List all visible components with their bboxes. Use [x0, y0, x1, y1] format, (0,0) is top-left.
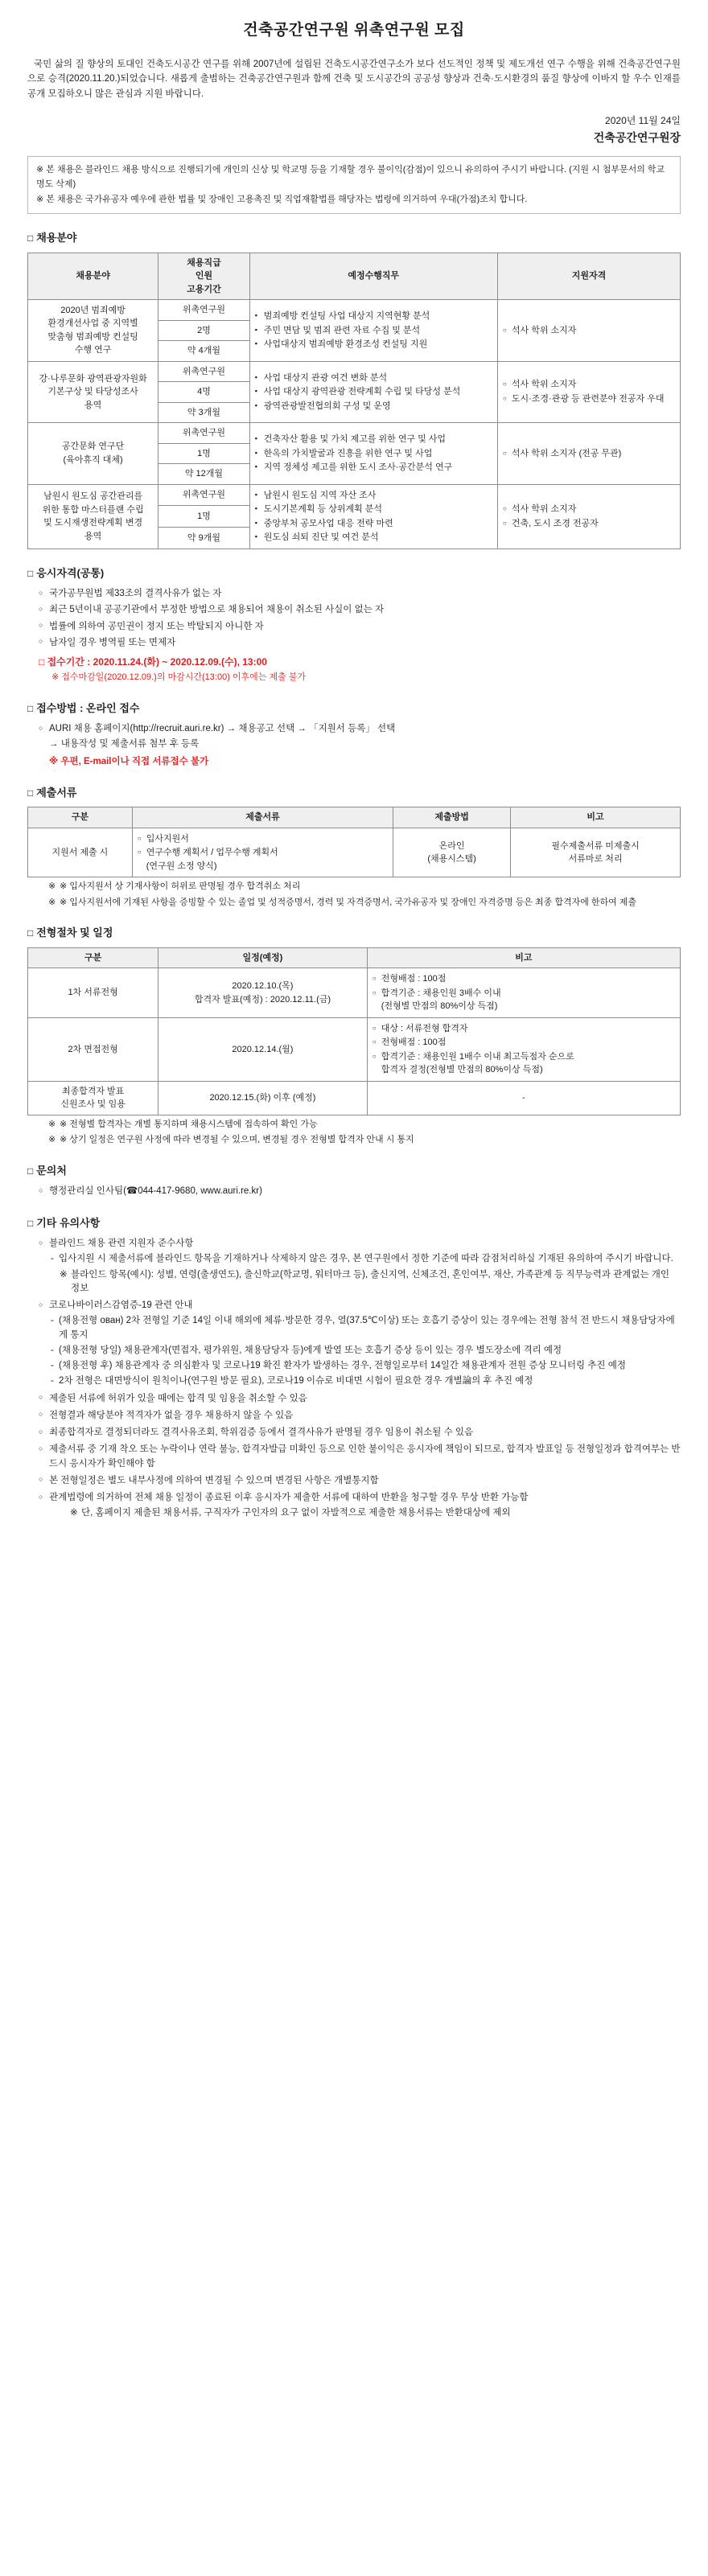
- field-name: 2020년 범죄예방 환경개선사업 중 지역별 맞춤형 범죄예방 컨설팅 수행 연구: [28, 300, 158, 362]
- notice-line-2: ※ 본 채용은 국가유공자 예우에 관한 법률 및 장애인 고용촉진 및 직업재활법를 해당자는 법령에 의거하여 우대(가점)조치 합니다.: [36, 194, 528, 204]
- process-note: ※ ※ 상기 일정은 연구원 사정에 따라 변경될 수 있으며, 변경될 경우 전형별 합격자 안내 시 통지: [48, 1133, 681, 1147]
- employment-term: 약 3개월: [158, 402, 250, 423]
- remark-item: ○ 대상 : 서류전형 합격자: [373, 1022, 675, 1036]
- duty-item: ▪ 남원시 원도심 지역 자산 조사: [255, 489, 492, 503]
- section-heading-misc: □ 기타 유의사항: [27, 1216, 101, 1229]
- qualification-item: ○ 석사 학위 소지자: [503, 324, 675, 338]
- intro-paragraph: [27, 57, 681, 103]
- page-title: 건축공간연구원 위촉연구원 모집: [243, 22, 465, 39]
- checkbox-icon: □: [27, 927, 34, 939]
- misc-item: ○ 최종합격자로 결정되더라도 결격사유조회, 학위검증 등에서 결격사유가 판명될 경우 임용이 취소될 수 있음: [39, 1426, 681, 1440]
- table-row: [28, 423, 681, 444]
- documents-note: ※ ※ 입사지원서 상 기재사항이 허위로 판명될 경우 합격취소 처리: [48, 880, 681, 894]
- eligibility-item: ○ 최근 5년이내 공공기관에서 부정한 방법으로 채용되어 채용이 취소된 사실이 없는 자: [39, 603, 681, 617]
- notice-line-1: ※ 본 채용은 블라인드 채용 방식으로 진행되기에 개인의 신상 및 학교명 등을 기재할 경우 불이익(감점)이 있으니 유의하여 주시기 바랍니다. (지원 시 첨부문서의 학교명도 삭제): [36, 165, 665, 189]
- eligibility-item: ○ 국가공무원법 제33조의 결격사유가 없는 자: [39, 587, 681, 601]
- process-note: ※ ※ 전형별 합격자는 개별 통지하며 채용시스템에 접속하여 확인 가능: [48, 1118, 681, 1132]
- process-step: 최종합격자 발표 신원조사 및 임용: [28, 1081, 158, 1115]
- misc-subitem: - 2차 전형은 대면방식이 원칙이나(연구원 방문 필요), 코로나19 이슈로 비대면 시험이 필요한 경우 개별論의 후 추진 예정: [49, 1374, 681, 1388]
- qualification: [497, 361, 680, 423]
- misc-note: ※ 블라인드 항목(예시): 성별, 연령(출생연도), 출신학교(학교명, 워터마크 등), 출신지역, 신체조건, 혼인여부, 재산, 가족관계 등 직무능력과 관계없는 개인 정보: [60, 1268, 681, 1296]
- duty-item: ▪ 중앙부처 공모사업 대응 전략 마련: [255, 517, 492, 531]
- misc-subitem: - (채용전형 후) 채용관계자 중 의심환자 및 코로나19 확진 환자가 발생하는 경우, 전형일로부터 14일간 채용관계자 전원 증상 모니터링 추진 예정: [49, 1359, 681, 1373]
- misc-list: [27, 1237, 681, 1521]
- misc-item: ○ 관계법령에 의거하여 전체 채용 일정이 종료된 이후 응시자가 제출한 서류에 대하여 반환을 청구할 경우 무상 반환 가능함: [39, 1491, 681, 1505]
- headcount: 1명: [158, 443, 250, 464]
- col-grade-line2: 인원: [195, 271, 213, 281]
- checkbox-icon: □: [27, 1165, 34, 1177]
- application-deadline-note: ※ 접수마감일(2020.12.09.)의 마감시간(13:00) 이후에는 제출 불가: [51, 672, 307, 683]
- duties: [249, 484, 497, 548]
- blind-recruitment-notice: [27, 156, 681, 214]
- application-period: □ 접수기간 : 2020.11.24.(화) ~ 2020.12.09.(수), 13:00: [39, 656, 267, 668]
- section-heading-method: □ 접수방법 : 온라인 접수: [27, 701, 140, 714]
- documents-table: [27, 807, 681, 877]
- qualification-item: ○ 석사 학위 소지자: [503, 378, 675, 392]
- misc-subitem: - (채용전형 당일) 채용관계자(면접자, 평가위원, 채용담당자 등)에게 발열 또는 호흡기 증상 등이 있는 경우 별도장소에 격리 예정: [49, 1344, 681, 1358]
- checkbox-icon: □: [27, 702, 34, 714]
- process-schedule: 2020.12.10.(목) 합격자 발표(예정) : 2020.12.11.(금): [158, 968, 368, 1018]
- grade: 위촉연구원: [158, 423, 250, 444]
- misc-item: ○ 코로나바이러스감염증-19 관련 안내: [39, 1299, 681, 1313]
- table-row: [28, 828, 681, 877]
- duties: [249, 423, 497, 485]
- remark-item: ○ 합격기준 : 채용인원 3배수 이내 (전형별 만점의 80%이상 득점): [373, 987, 675, 1013]
- grade: 위촉연구원: [158, 361, 250, 382]
- duty-item: ▪ 범죄예방 컨설팅 사업 대상지 지역현황 분석: [255, 310, 492, 323]
- duty-item: ▪ 사업 대상지 광역관광 전략계획 수립 및 타당성 분석: [255, 385, 492, 399]
- col-duties: 예정수행직무: [249, 253, 497, 300]
- col-docs: 제출서류: [132, 807, 393, 828]
- process-schedule: 2020.12.15.(화) 이후 (예정): [158, 1081, 368, 1115]
- process-step: 2차 면접전형: [28, 1017, 158, 1081]
- qualification: [497, 484, 680, 548]
- employment-term: 약 4개월: [158, 341, 250, 362]
- apply-steps-cont: → 내용작성 및 제출서류 첨부 후 등록: [49, 739, 200, 750]
- process-step: 1차 서류전형: [28, 968, 158, 1018]
- col-remark: 비고: [511, 807, 681, 828]
- checkbox-icon: □: [27, 787, 34, 799]
- table-row: [28, 300, 681, 321]
- qualification-item: ○ 건축, 도시 조경 전공자: [503, 517, 675, 531]
- qualification-item: ○ 석사 학위 소지자: [503, 503, 675, 516]
- col-grade-line3: 고용기간: [187, 284, 221, 294]
- checkbox-icon: □: [39, 656, 45, 668]
- col-remark: 비고: [367, 947, 680, 968]
- section-heading-field: □ 채용분야: [27, 232, 77, 244]
- qualification-item: ○ 도시·조경·관광 등 관련분야 전공자 우대: [503, 392, 675, 406]
- qualification: [497, 423, 680, 485]
- col-grade-line1: 채용직급: [187, 257, 221, 268]
- intro-text: 국민 삶의 질 향상의 토대인 건축도시공간 연구를 위해 2007년에 설립된 건축도시공간연구소가 보다 선도적인 정책 및 제도개선 연구 수행을 위해 건축공간연구원으로 승격(2020.11.20.)되었습니다. 새롭게 출범하는 건축공간연구원과 함께 건축 및 도시공간의 공공성 향상과 건축·도시환경의 품질 향상에 이바지 할 우수 인재를 공개 모집하오니 많은 관심과 지원 바랍니다.: [27, 59, 681, 100]
- field-name: 공간문화 연구단 (육아휴직 대체): [28, 423, 158, 485]
- process-remark: [367, 1017, 680, 1081]
- section-heading-process: □ 전형절차 및 일정: [27, 926, 113, 939]
- employment-term: 약 9개월: [158, 528, 250, 549]
- process-remark: -: [367, 1081, 680, 1115]
- doc-list: [132, 828, 393, 877]
- duty-item: ▪ 사업대상지 범죄예방 환경조성 컨설팅 지원: [255, 338, 492, 351]
- checkbox-icon: □: [27, 232, 34, 244]
- doc-item: ○ 입사지원서: [138, 832, 388, 846]
- duty-item: ▪ 주민 면담 및 범죄 관련 자료 수집 및 분석: [255, 324, 492, 338]
- misc-item: ○ 제출서류 중 기재 착오 또는 누락이나 연락 불능, 합격자발급 미확인 등으로 인한 불이익은 응시자에 책임이 되므로, 합격자 발표일 등 전형일정과 합격여부는 반드시 응시자가 확인해야 함: [39, 1443, 681, 1471]
- misc-subitem: - 입사지원 시 제출서류에 블라인드 항목을 기재하거나 삭제하지 않은 경우, 본 연구원에서 정한 기준에 따라 감점처리하실 기재된 유의하여 주시기 바랍니다.: [49, 1252, 681, 1266]
- process-table: [27, 947, 681, 1115]
- table-row: [28, 1017, 681, 1081]
- misc-note: ※ 단, 홈페이지 제출된 채용서류, 구직자가 구인자의 요구 없이 자발적으로 제출한 채용서류는 반환대상에 제외: [70, 1506, 681, 1520]
- table-header-row: [28, 253, 681, 300]
- documents-note: ※ ※ 입사지원서에 기재된 사항을 증빙할 수 있는 졸업 및 성적증명서, 경력 및 자격증명서, 국가유공자 및 장애인 자격증명 등은 최종 합격자에 한하여 제출: [48, 896, 681, 910]
- duty-item: ▪ 광역관광발전협의회 구성 및 운영: [255, 400, 492, 413]
- headcount: 2명: [158, 320, 250, 341]
- checkbox-icon: □: [27, 567, 34, 579]
- col-qualification: 지원자격: [497, 253, 680, 300]
- table-row: [28, 361, 681, 382]
- duties: [249, 300, 497, 362]
- field-table: [27, 253, 681, 549]
- duty-item: ▪ 건축자산 활용 및 가치 제고를 위한 연구 및 사업: [255, 433, 492, 446]
- issue-date: 2020년 11월 24일: [605, 115, 681, 127]
- col-schedule: 일정(예정): [158, 947, 368, 968]
- remark-item: ○ 합격기준 : 채용인원 1배수 이내 최고득점자 순으로 합격자 결정(전형별 만점의 80%이상 득점): [373, 1050, 675, 1077]
- misc-item: ○ 전형결과 해당분야 적격자가 없을 경우 채용하지 않을 수 있음: [39, 1409, 681, 1423]
- table-row: [28, 484, 681, 506]
- table-row: [28, 1081, 681, 1115]
- duty-item: ▪ 지역 정체성 제고를 위한 도시 조사·공간분석 연구: [255, 461, 492, 475]
- misc-subitem: - (채용전형 ован) 2차 전형일 기준 14일 이내 해외에 체류·방문한 경우, 열(37.5℃이상) 또는 호흡기 증상이 있는 경우에는 전형 참석 전 반드시 채용담당자에게 통지: [49, 1314, 681, 1342]
- remark-item: ○ 전형배점 : 100점: [373, 972, 675, 986]
- col-field: 채용분야: [28, 253, 158, 300]
- issuing-organization: 건축공간연구원장: [593, 131, 681, 145]
- qualification: [497, 300, 680, 362]
- duty-item: ▪ 도시기본계획 등 상위계획 분석: [255, 503, 492, 516]
- qualification-item: ○ 석사 학위 소지자 (전공 무관): [503, 447, 675, 461]
- misc-item: ○ 본 전형일정은 별도 내부사정에 의하여 변경될 수 있으며 변경된 사항은 개별통지함: [39, 1474, 681, 1488]
- col-grade: [158, 253, 250, 300]
- misc-item: ○ 제출된 서류에 허위가 있을 때에는 합격 및 임용을 취소할 수 있음: [39, 1392, 681, 1406]
- contact-line: ○ 행정관리실 인사팀(☎044-417-9680, www.auri.re.kr): [39, 1185, 681, 1198]
- duty-item: ▪ 원도심 쇠퇴 진단 및 여건 분석: [255, 531, 492, 544]
- table-header-row: [28, 947, 681, 968]
- remark-item: ○ 전형배점 : 100점: [373, 1036, 675, 1050]
- apply-warning: ※ 우편, E-mail이나 직접 서류접수 불가: [49, 756, 209, 766]
- grade: 위촉연구원: [158, 300, 250, 321]
- process-schedule: 2020.12.14.(월): [158, 1017, 368, 1081]
- section-heading-contact: □ 문의처: [27, 1164, 67, 1177]
- grade: 위촉연구원: [158, 484, 250, 506]
- misc-item: ○ 블라인드 채용 관련 지원자 준수사항: [39, 1237, 681, 1251]
- doc-method: 온라인 (채용시스템): [393, 828, 511, 877]
- doc-type: 지원서 제출 시: [28, 828, 133, 877]
- field-name: 강·나루문화 광역관광자원화 기본구상 및 타당성조사 용역: [28, 361, 158, 423]
- section-heading-documents: □ 제출서류: [27, 786, 77, 799]
- apply-steps: ○ AURI 채용 홈페이지(http://recruit.auri.re.kr) → 채용공고 선택 → 「지원서 등록」 선택: [39, 722, 681, 736]
- employment-term: 약 12개월: [158, 464, 250, 485]
- eligibility-item: ○ 남자일 경우 병역필 또는 면제자: [39, 636, 681, 650]
- duty-item: ▪ 사업 대상지 관광 여건 변화 분석: [255, 372, 492, 385]
- table-row: [28, 968, 681, 1018]
- process-remark: [367, 968, 680, 1018]
- field-name: 남원시 원도심 공간관리를 위한 통합 마스터플랜 수립 및 도시재생전략계획 변경 용역: [28, 484, 158, 548]
- eligibility-item: ○ 법률에 의하여 공민권이 정지 또는 박탈되지 아니한 자: [39, 620, 681, 634]
- eligibility-list: [39, 587, 681, 650]
- col-method: 제출방법: [393, 807, 511, 828]
- col-step: 구분: [28, 947, 158, 968]
- table-header-row: [28, 807, 681, 828]
- duty-item: ▪ 한옥의 가치발굴과 진흥을 위한 연구 및 사업: [255, 447, 492, 461]
- doc-item: ○ 연구수행 계획서 / 업무수행 계획서 (연구원 소정 양식): [138, 846, 388, 873]
- contact-info: [39, 1185, 681, 1198]
- checkbox-icon: □: [27, 1217, 34, 1229]
- headcount: 4명: [158, 382, 250, 403]
- doc-remark: 필수제출서류 미제출시 서류마로 처리: [511, 828, 681, 877]
- duties: [249, 361, 497, 423]
- headcount: 1명: [158, 506, 250, 528]
- section-heading-eligibility: □ 응시자격(공통): [27, 566, 105, 579]
- col-type: 구분: [28, 807, 133, 828]
